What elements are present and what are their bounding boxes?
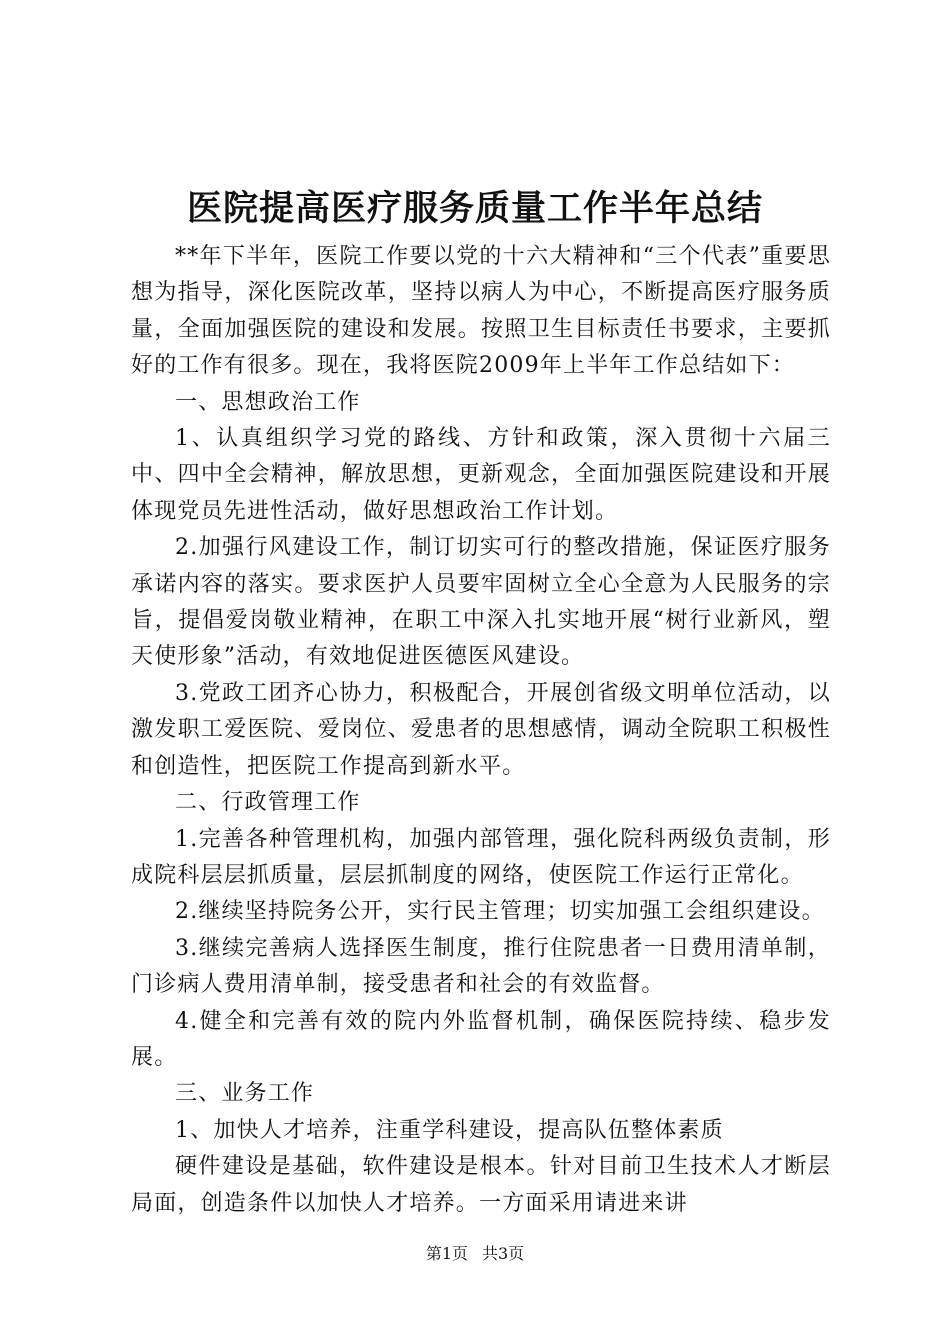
- document-title: 医院提高医疗服务质量工作半年总结: [186, 188, 763, 229]
- politics-item-2: 2.加强行风建设工作，制订切实可行的整改措施，保证医疗服务承诺内容的落实。要求医护人员要牢固树立全心全意为人民服务的宗旨，提倡爱岗敬业精神，在职工中深入扎实地开展“树行业新风，塑天使形象”活动，有效地促进医德医风建设。: [131, 535, 831, 670]
- admin-item-2: 2.继续坚持院务公开，实行民主管理；切实加强工会组织建设。: [175, 899, 825, 925]
- section-heading-business: 三、业务工作: [175, 1081, 315, 1107]
- admin-item-4: 4.健全和完善有效的院内外监督机制，确保医院持续、稳步发展。: [131, 1008, 831, 1070]
- business-item-1: 1、加快人才培养，注重学科建设，提高队伍整体素质: [175, 1117, 724, 1143]
- document-body: [131, 239, 831, 1222]
- page-total: 共3页: [482, 1244, 525, 1263]
- section-heading-admin: 二、行政管理工作: [175, 790, 361, 816]
- politics-item-1: 1、认真组织学习党的路线、方针和政策，深入贯彻十六届三中、四中全会精神，解放思想，更新观念，全面加强医院建设和开展体现党员先进性活动，做好思想政治工作计划。: [131, 426, 831, 524]
- page-number: 第1页: [425, 1244, 468, 1263]
- section-heading-politics: 一、思想政治工作: [175, 389, 361, 415]
- business-paragraph: 硬件建设是基础，软件建设是根本。针对目前卫生技术人才断层局面，创造条件以加快人才培养。一方面采用请进来讲: [131, 1154, 831, 1216]
- admin-item-1: 1.完善各种管理机构，加强内部管理，强化院科两级负责制，形成院科层层抓质量，层层抓制度的网络，使医院工作运行正常化。: [131, 826, 831, 888]
- page-footer: [0, 1242, 950, 1266]
- admin-item-3: 3.继续完善病人选择医生制度，推行住院患者一日费用清单制，门诊病人费用清单制，接受患者和社会的有效监督。: [131, 935, 831, 998]
- politics-item-3: 3.党政工团齐心协力，积极配合，开展创省级文明单位活动，以激发职工爱医院、爱岗位、爱患者的思想感情，调动全院职工积极性和创造性，把医院工作提高到新水平。: [131, 680, 831, 779]
- intro-paragraph: **年下半年，医院工作要以党的十六大精神和“三个代表”重要思想为指导，深化医院改革，坚持以病人为中心，不断提高医疗服务质量，全面加强医院的建设和发展。按照卫生目标责任书要求，主要抓好的工作有很多。现在，我将医院2009年上半年工作总结如下：: [131, 244, 831, 379]
